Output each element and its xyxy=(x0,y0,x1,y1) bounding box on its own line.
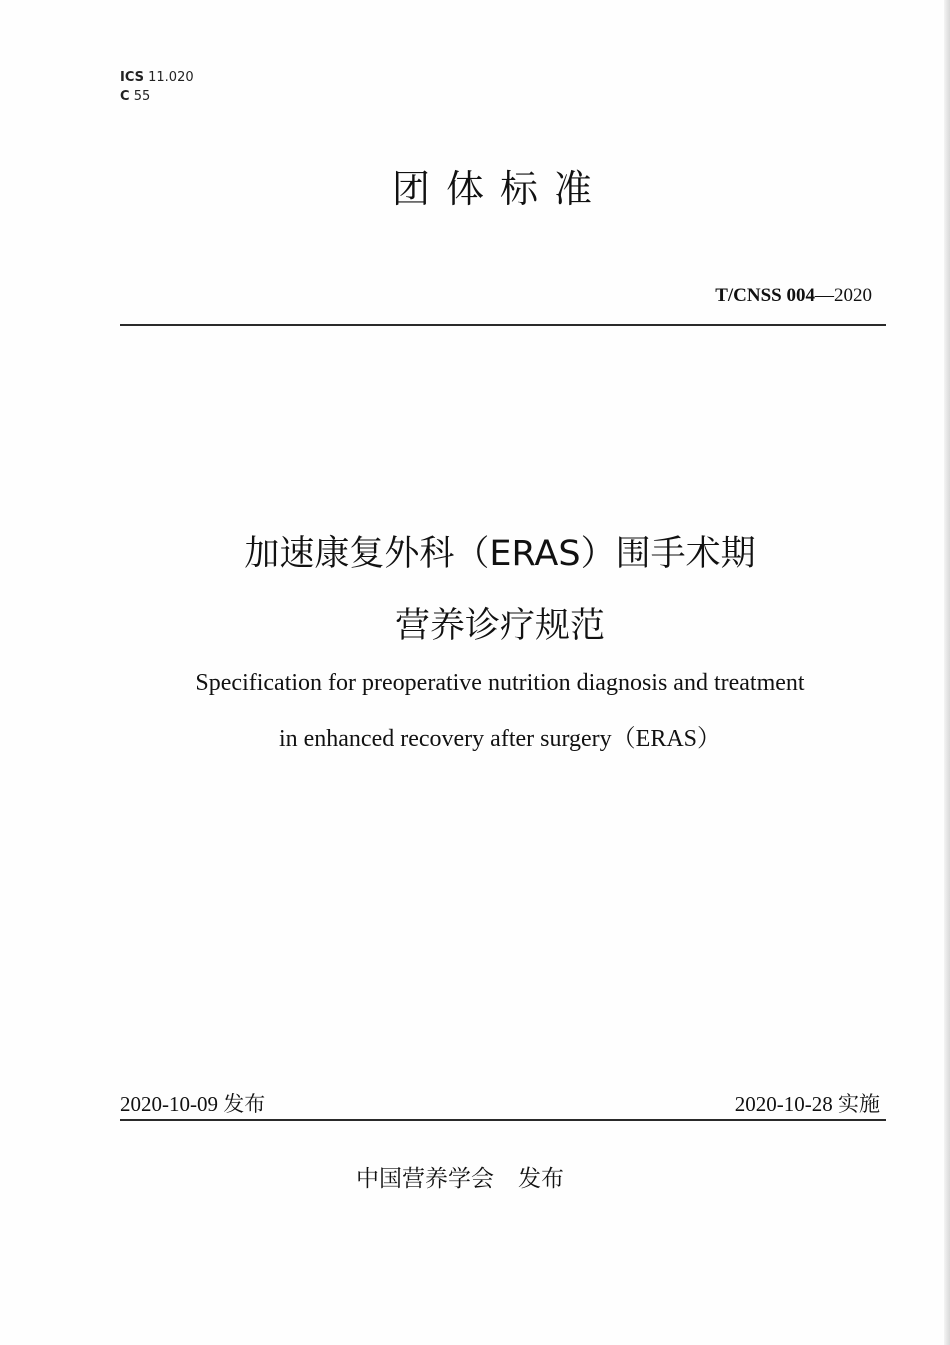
classification-codes xyxy=(120,68,194,106)
ccs-value: 55 xyxy=(133,89,151,104)
bottom-divider xyxy=(120,1119,886,1121)
publisher-org: 中国营养学会 xyxy=(356,1166,494,1192)
title-en-line2: in enhanced recovery after surgery（ERAS） xyxy=(278,726,722,752)
title-cn-line2: 营养诊疗规范 xyxy=(394,606,605,646)
issue-date: 2020-10-09 发布 xyxy=(120,1092,266,1116)
publisher xyxy=(0,1160,920,1193)
ics-label: ICS xyxy=(120,70,144,85)
title-en-line1: Specification for preoperative nutrition diagnosis and treatment xyxy=(195,670,805,696)
implementation-date: 2020-10-28 实施 xyxy=(734,1092,880,1116)
ccs-label: C xyxy=(120,89,130,104)
ics-value: 11.020 xyxy=(148,70,194,85)
publisher-action: 发布 xyxy=(518,1166,564,1192)
top-divider xyxy=(120,324,886,326)
standard-category: 团体标准 xyxy=(391,167,608,211)
standard-number xyxy=(715,285,872,307)
standard-number-prefix: T/CNSS 004 xyxy=(715,285,815,306)
ics-code xyxy=(120,68,194,87)
ccs-code xyxy=(120,87,194,106)
standard-number-year: —2020 xyxy=(815,285,872,306)
title-cn-line1: 加速康复外科（ERAS）围手术期 xyxy=(244,534,756,574)
